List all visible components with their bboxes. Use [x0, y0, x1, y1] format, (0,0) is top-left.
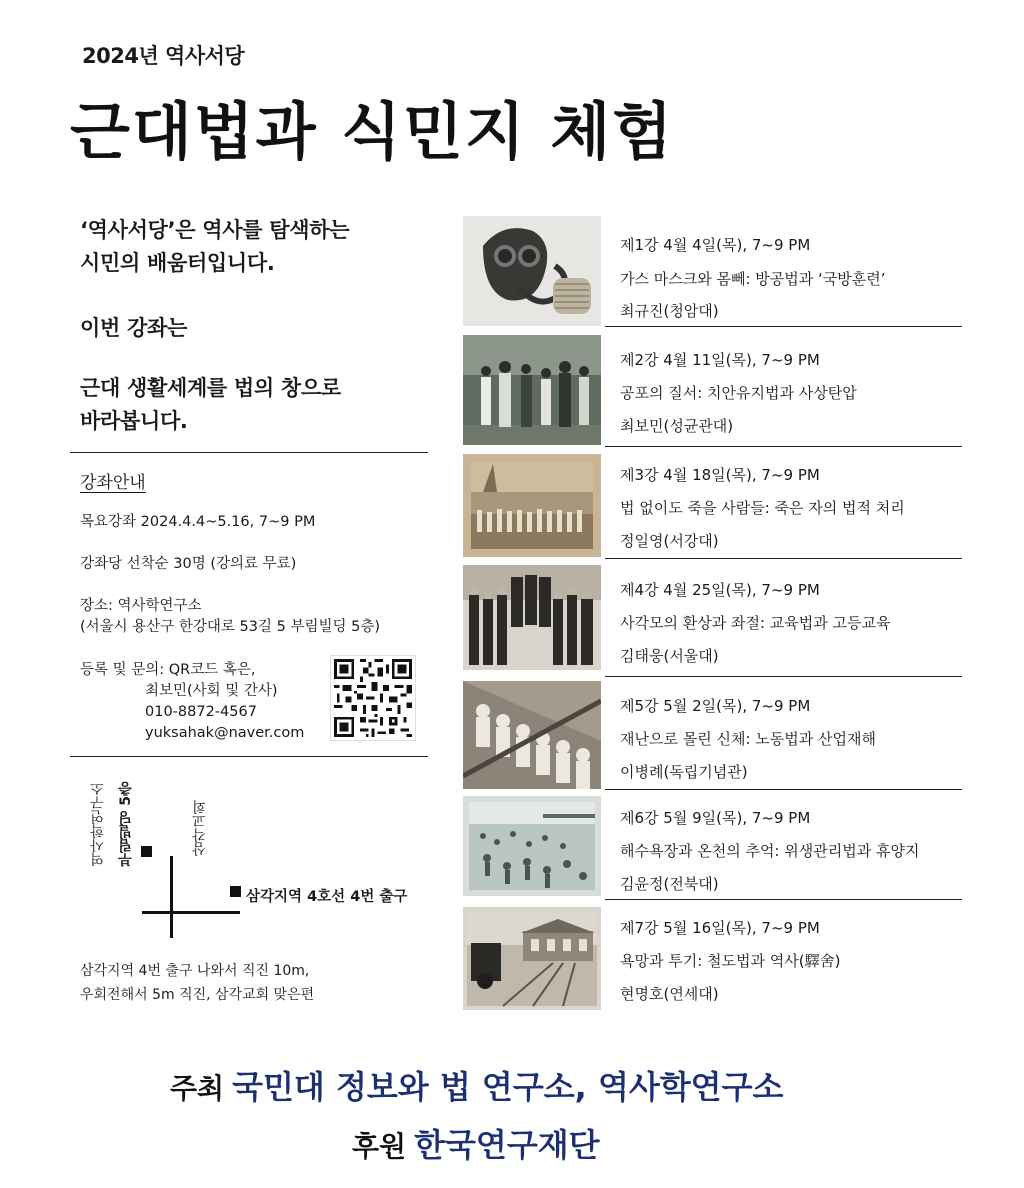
lecture-6-session: 제6강 5월 9일(목), 7~9 PM — [620, 809, 811, 827]
lecture-7-photo — [463, 907, 601, 1010]
email-link[interactable]: yuksahak@naver.com — [145, 725, 305, 741]
intro-block-2 — [80, 312, 440, 345]
lecture-2-topic: 공포의 질서: 치안유지법과 사상탄압 — [620, 384, 857, 402]
lecture-divider — [605, 558, 962, 559]
intro-block-3 — [80, 372, 440, 438]
divider — [70, 756, 428, 757]
lecture-3-photo — [463, 454, 601, 557]
host-organizations: 국민대 정보와 법 연구소, 역사학연구소 — [232, 1068, 784, 1106]
intro-line: 이번 강좌는 — [80, 316, 187, 340]
map-label-building: 부림빌딩 5층 — [118, 782, 134, 867]
lecture-4-topic: 사각모의 환상과 좌절: 교육법과 고등교육 — [620, 614, 891, 632]
intro-line: 시민의 배움터입니다. — [80, 251, 275, 275]
lecture-7-lecturer: 현명호(연세대) — [620, 985, 719, 1003]
lecture-1-topic: 가스 마스크와 몸뻬: 방공법과 ‘국방훈련’ — [620, 270, 886, 288]
lecture-5-session: 제5강 5월 2일(목), 7~9 PM — [620, 697, 811, 715]
map-label-church: 삼각교회 — [192, 800, 208, 856]
lecture-5-photo — [463, 681, 601, 789]
lecture-3-topic: 법 없이도 죽을 사람들: 죽은 자의 법적 처리 — [620, 499, 905, 517]
place-text: 장소: 역사학연구소 — [80, 598, 202, 614]
lecture-7-session: 제7강 5월 16일(목), 7~9 PM — [620, 919, 820, 937]
divider — [70, 452, 428, 453]
lecture-2-photo — [463, 335, 601, 445]
intro-block-1 — [80, 214, 440, 280]
lecture-2-lecturer: 최보민(성균관대) — [620, 417, 734, 435]
lecture-divider — [605, 446, 962, 447]
lecture-1-photo — [463, 216, 601, 326]
lecture-3-session: 제3강 4월 18일(목), 7~9 PM — [620, 466, 820, 484]
map-road-vertical — [170, 856, 173, 938]
lecture-7-topic: 욕망과 투기: 철도법과 역사(驛舍) — [620, 952, 841, 970]
host-line — [170, 1062, 783, 1108]
capacity-text: 강좌당 선착순 30명 (강의료 무료) — [80, 556, 297, 572]
sponsor-organization: 한국연구재단 — [414, 1126, 600, 1164]
map-label-institute: 역사학연구소 — [90, 782, 106, 866]
lecture-2-session: 제2강 4월 11일(목), 7~9 PM — [620, 351, 820, 369]
map-marker-building — [141, 846, 152, 857]
intro-line: ‘역사서당’은 역사를 탐색하는 — [80, 218, 350, 242]
schedule-text: 목요강좌 2024.4.4~5.16, 7~9 PM — [80, 514, 316, 530]
lecture-5-topic: 재난으로 몰린 신체: 노동법과 산업재해 — [620, 730, 876, 748]
address-text: (서울시 용산구 한강대로 53길 5 부림빌딩 5층) — [80, 619, 380, 635]
lecture-3-lecturer: 정일영(서강대) — [620, 532, 719, 550]
sponsor-line — [352, 1120, 600, 1166]
directions-text: 우회전해서 5m 직진, 삼각교회 맞은편 — [80, 987, 315, 1003]
contact-label: 등록 및 문의: QR코드 혹은, — [80, 662, 256, 678]
lecture-divider — [605, 789, 962, 790]
map-marker-exit — [230, 886, 241, 897]
intro-line: 바라봅니다. — [80, 409, 188, 433]
intro-line: 근대 생활세계를 법의 창으로 — [80, 376, 341, 400]
lecture-4-session: 제4강 4월 25일(목), 7~9 PM — [620, 581, 820, 599]
host-label: 주최 — [170, 1072, 225, 1105]
phone-text[interactable]: 010-8872-4567 — [145, 704, 257, 720]
page-title: 근대법과 식민지 체험 — [70, 95, 675, 168]
lecture-6-topic: 해수욕장과 온천의 추억: 위생관리법과 휴양지 — [620, 842, 920, 860]
lecture-4-lecturer: 김태웅(서울대) — [620, 647, 719, 665]
map-label-exit: 삼각지역 4호선 4번 출구 — [246, 889, 408, 905]
sponsor-label: 후원 — [352, 1130, 407, 1163]
lecture-divider — [605, 326, 962, 327]
lecture-4-photo — [463, 565, 601, 670]
qr-code[interactable] — [330, 655, 416, 741]
lecture-6-lecturer: 김윤정(전북대) — [620, 875, 719, 893]
map-road-horizontal — [142, 911, 240, 914]
info-heading: 강좌안내 — [80, 473, 146, 493]
lecture-divider — [605, 899, 962, 900]
lecture-divider — [605, 676, 962, 677]
lecture-1-session: 제1강 4월 4일(목), 7~9 PM — [620, 236, 811, 254]
lecture-5-lecturer: 이병례(독립기념관) — [620, 763, 748, 781]
contact-person: 최보민(사회 및 간사) — [145, 683, 278, 699]
directions-text: 삼각지역 4번 출구 나와서 직진 10m, — [80, 963, 310, 979]
lecture-1-lecturer: 최규진(청암대) — [620, 302, 719, 320]
lecture-6-photo — [463, 796, 601, 896]
event-subtitle: 2024년 역사서당 — [82, 44, 245, 68]
